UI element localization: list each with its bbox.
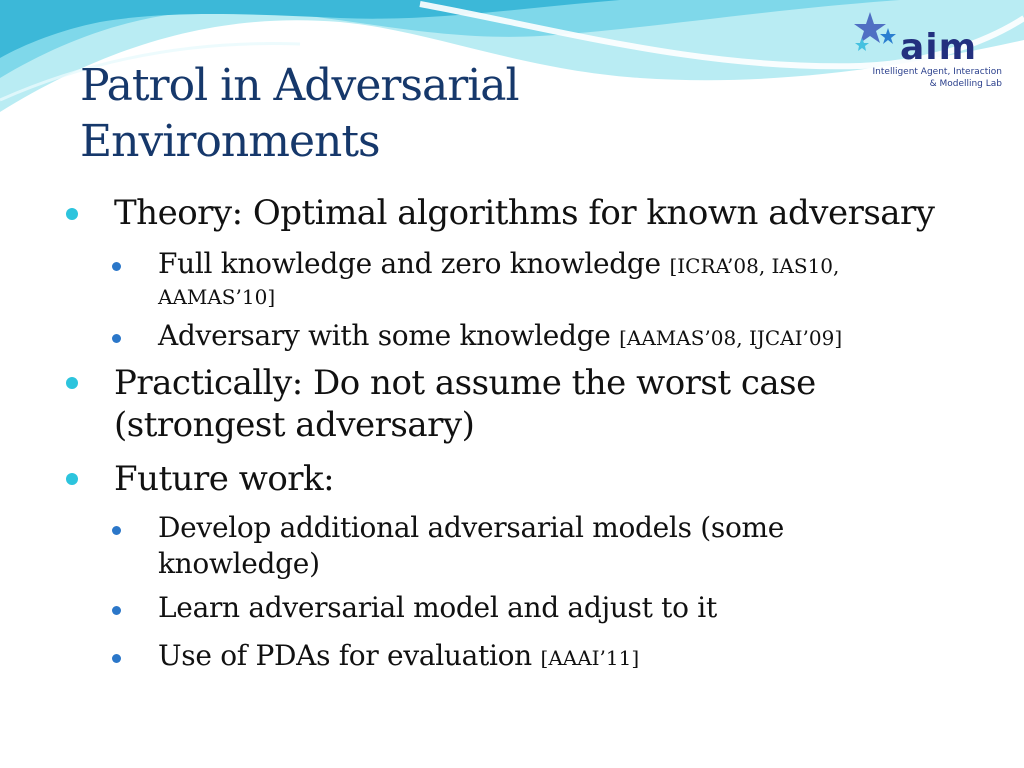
sub-bullet-icon [112,606,121,615]
bullet-icon [66,208,78,220]
citation: [AAAI’11] [540,646,640,670]
title-line-1: Patrol in Adversarial [80,60,519,111]
logo-subtitle-line-2: & Modelling Lab [929,79,1002,89]
sub-bullet-icon [112,334,121,343]
bullet-line-1: Practically: Do not assume the worst case [114,363,816,403]
sub-bullet-additional-models [158,510,784,582]
bullet-line-2: (strongest adversary) [114,405,475,445]
logo-subtitle-line-1: Intelligent Agent, Interaction [872,67,1002,77]
sub-bullet-full-zero-knowledge [158,246,839,284]
title-line-2: Environments [80,116,380,167]
citation-continued: AAMAS’10] [158,285,276,309]
sub-bullet-line-1: Develop additional adversarial models (some [158,511,785,544]
sub-bullet-text: Adversary with some knowledge [158,319,620,352]
sub-bullet-line-2: knowledge) [158,547,320,580]
sub-bullet-text: Full knowledge and zero knowledge [158,247,670,280]
bullet-icon [66,377,78,389]
bullet-icon [66,473,78,485]
sub-bullet-some-knowledge [158,318,842,356]
sub-bullet-icon [112,526,121,535]
bullet-future-work: Future work: [114,459,335,499]
bullet-practically [114,362,816,446]
citation: [AAMAS’08, IJCAI’09] [619,326,843,350]
sub-bullet-text: Use of PDAs for evaluation [158,639,541,672]
bullet-theory: Theory: Optimal algorithms for known adversary [114,193,935,233]
sub-bullet-icon [112,654,121,663]
citation: [ICRA’08, IAS10, [669,254,840,278]
sub-bullet-learn-model: Learn adversarial model and adjust to it [158,591,717,624]
logo-wordmark: aim [900,27,978,68]
sub-bullet-icon [112,262,121,271]
sub-bullet-pdas [158,638,639,676]
